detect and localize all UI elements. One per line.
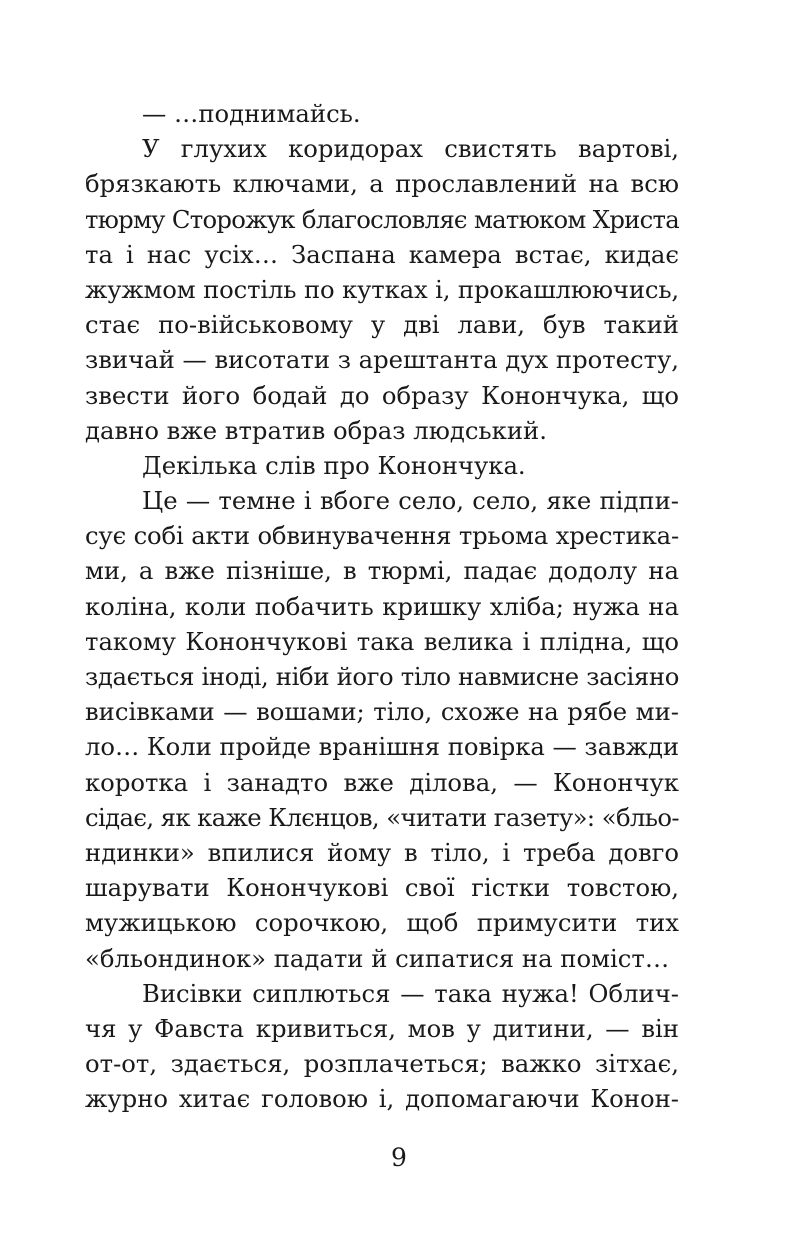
- text-line: журно хитає головою і, допомагаючи Конон-: [85, 1084, 679, 1114]
- text-line: давно вже втратив образ людський.: [85, 415, 547, 445]
- text-line: тюрму Сторожук благословляє матюком Христа: [85, 204, 679, 234]
- text-line: сідає, як каже Клєнцов, «читати газету»: «бльо-: [85, 802, 679, 832]
- text-line: коротка і занадто вже ділова, — Конончук: [85, 767, 679, 797]
- page-number: 9: [391, 1143, 407, 1172]
- text-line: — …поднимайсь.: [142, 99, 361, 128]
- text-line: У глухих коридорах свистять вартові,: [142, 134, 679, 164]
- text-line: такому Конончукові така велика і плідна, що: [85, 626, 679, 656]
- body-text: [85, 96, 679, 1116]
- text-line: висівками — вошами; тіло, схоже на рябе ми-: [85, 697, 679, 727]
- text-line: чя у Фавста кривиться, мов у дитини, — він: [85, 1013, 679, 1043]
- text-line: брязкають ключами, а прославлений на всю: [85, 169, 679, 199]
- text-line: Це — темне і вбоге село, село, яке підпи-: [142, 486, 679, 516]
- text-line: жужмом постіль по кутках і, прокашлюючись,: [85, 274, 679, 304]
- text-line: коліна, коли побачить кришку хліба; нужа на: [85, 591, 679, 621]
- text-line: ми, а вже пізніше, в тюрмі, падає додолу на: [85, 556, 679, 586]
- text-line: Декілька слів про Конончука.: [142, 450, 526, 480]
- text-line: Висівки сиплються — така нужа! Облич-: [142, 978, 679, 1008]
- text-line: сує собі акти обвинувачення трьома хрестика-: [85, 521, 679, 551]
- text-line: звичай — висотати з арештанта дух протесту,: [85, 345, 679, 375]
- text-line: звести його бодай до образу Конончука, що: [85, 380, 679, 410]
- text-line: мужицькою сорочкою, щоб примусити тих: [85, 908, 679, 938]
- text-line: стає по-військовому у дві лави, був такий: [85, 310, 679, 340]
- text-line: ло… Коли пройде вранішня повірка — завжди: [85, 732, 679, 762]
- text-line: шарувати Конончукові свої гістки товстою,: [85, 873, 679, 903]
- text-line: здається іноді, ніби його тіло навмисне засіяно: [85, 662, 679, 691]
- text-line: от-от, здається, розплачеться; важко зітхає,: [85, 1049, 679, 1079]
- text-line: «бльондинок» падати й сипатися на поміст…: [85, 943, 670, 973]
- text-line: та і нас усіх… Заспана камера встає, кидає: [85, 239, 679, 269]
- text-line: ндинки» впилися йому в тіло, і треба довго: [85, 837, 679, 867]
